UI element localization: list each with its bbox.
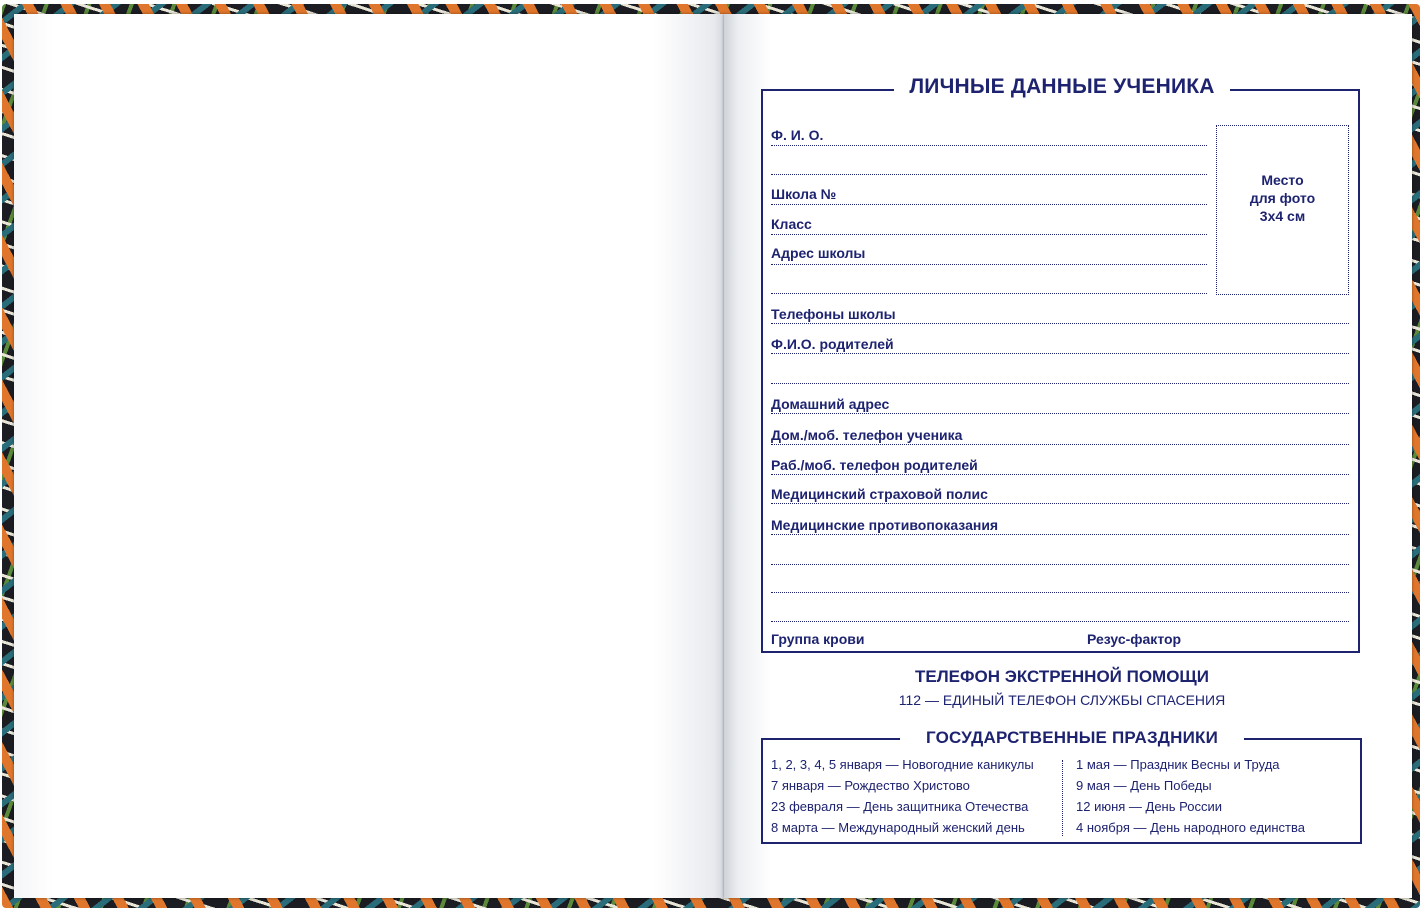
field-insurance-label: Медицинский страховой полис [771,486,988,502]
field-parents-fio-line[interactable] [771,353,1349,354]
field-parents-fio-line-2[interactable] [771,383,1349,384]
holiday-item: 1 мая — Праздник Весны и Труда [1076,757,1280,772]
field-rhesus-label: Резус-фактор [1087,631,1182,647]
emergency-title: ТЕЛЕФОН ЭКСТРЕННОЙ ПОМОЩИ [915,667,1209,686]
holidays-left-list [771,754,1034,838]
field-contraindications-label: Медицинские противопоказания [771,517,999,533]
field-blood-group-label: Группа крови [771,631,865,647]
field-contraindications-line-4[interactable] [771,621,1349,622]
field-student-phone-label: Дом./моб. телефон ученика [771,427,963,443]
left-page [14,14,724,898]
emergency-subtitle: 112 — ЕДИНЫЙ ТЕЛЕФОН СЛУЖБЫ СПАСЕНИЯ [898,692,1226,708]
field-class-line[interactable] [771,234,1207,235]
field-contraindications-line-2[interactable] [771,564,1349,565]
holiday-item: 23 февраля — День защитника Отечества [771,799,1029,814]
field-home-address-label: Домашний адрес [771,396,890,412]
holiday-item: 8 марта — Международный женский день [771,820,1025,835]
field-fio-label: Ф. И. О. [771,127,824,143]
field-student-phone-line[interactable] [771,444,1349,445]
holidays-divider [1062,760,1063,836]
field-home-address-line[interactable] [771,413,1349,414]
field-insurance-line[interactable] [771,503,1349,504]
personal-data-title: ЛИЧНЫЕ ДАННЫЕ УЧЕНИКА [894,75,1230,99]
holidays-title: ГОСУДАРСТВЕННЫЕ ПРАЗДНИКИ [900,728,1244,748]
photo-label-line3: 3x4 см [1259,208,1306,224]
field-school-address-line-2[interactable] [771,293,1207,294]
holiday-item: 12 июня — День России [1076,799,1222,814]
holiday-item: 4 ноября — День народного единства [1076,820,1305,835]
field-contraindications-line[interactable] [771,534,1349,535]
field-parents-phone-line[interactable] [771,474,1349,475]
field-fio-line-2[interactable] [771,174,1207,175]
field-parents-fio-label: Ф.И.О. родителей [771,336,894,352]
holidays-right-list [1076,754,1305,838]
field-contraindications-line-3[interactable] [771,592,1349,593]
photo-label-line1: Место [1261,172,1304,188]
field-fio-line[interactable] [771,145,1207,146]
field-school-phones-label: Телефоны школы [771,306,896,322]
photo-placeholder [1216,125,1349,295]
holiday-item: 7 января — Рождество Христово [771,778,970,793]
field-school-line[interactable] [771,204,1207,205]
field-school-address-label: Адрес школы [771,245,866,261]
field-school-phones-line[interactable] [771,323,1349,324]
holiday-item: 1, 2, 3, 4, 5 января — Новогодние каникулы [771,757,1034,772]
field-school-address-line[interactable] [771,264,1207,265]
photo-label-line2: для фото [1249,190,1316,206]
field-class-label: Класс [771,216,812,232]
field-parents-phone-label: Раб./моб. телефон родителей [771,457,978,473]
holiday-item: 9 мая — День Победы [1076,778,1212,793]
field-school-label: Школа № [771,186,837,202]
